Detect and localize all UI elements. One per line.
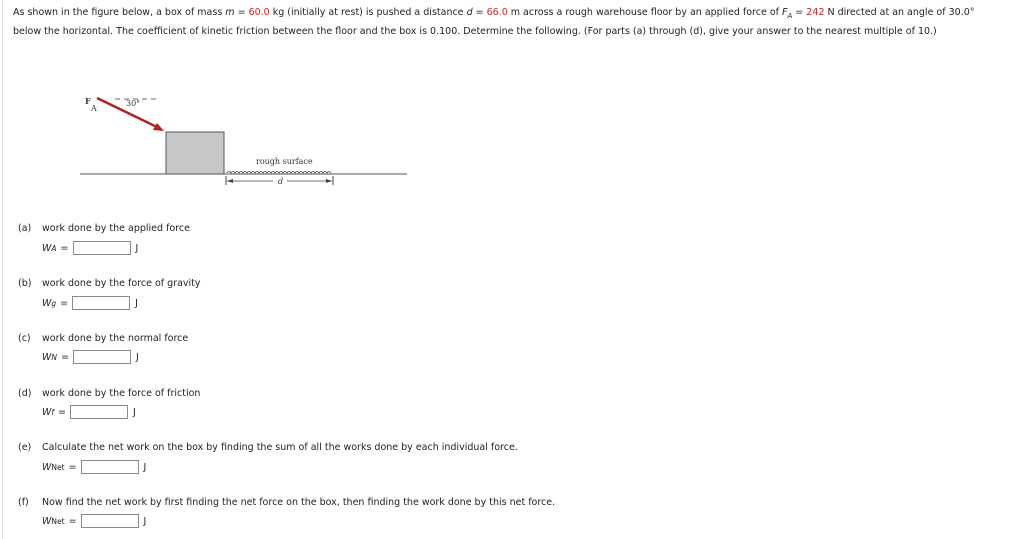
answer-label <box>42 243 57 254</box>
part-letter: (a) <box>18 223 32 234</box>
part-text: Calculate the net work on the box by finding the sum of all the works done by each individual force. <box>42 442 518 453</box>
arrowhead-left-icon <box>227 179 233 183</box>
statement-text: As shown in the figure below, a box of mass <box>13 7 226 18</box>
unit-label: J <box>135 242 139 254</box>
rough-surface-wave <box>227 172 331 174</box>
equals-sign: = <box>234 7 249 18</box>
work-symbol: W <box>42 297 52 309</box>
unit-label: J <box>135 297 138 309</box>
force-symbol: F <box>782 7 788 18</box>
part-letter: (c) <box>18 333 31 344</box>
part-a-prompt <box>18 223 190 234</box>
distance-symbol: d <box>466 7 473 18</box>
answer-label <box>42 407 54 418</box>
box <box>166 132 224 174</box>
part-text: work done by the normal force <box>42 333 189 344</box>
work-subscript: N <box>51 352 58 362</box>
equals-sign: = <box>60 297 69 309</box>
distance-value: 66.0 <box>486 7 508 18</box>
answer-label <box>42 516 65 527</box>
part-letter: (b) <box>18 278 32 289</box>
work-subscript: Net <box>51 462 65 472</box>
work-symbol: W <box>42 515 52 527</box>
work-subscript: g <box>51 298 57 308</box>
work-friction-input[interactable] <box>70 405 128 419</box>
part-text: work done by the force of friction <box>42 388 201 399</box>
force-label-subscript: A <box>91 104 97 113</box>
work-gravity-input[interactable] <box>72 296 130 310</box>
answer-label <box>42 352 57 363</box>
part-a-answer-row <box>42 241 138 255</box>
part-b-prompt <box>18 278 201 289</box>
work-subscript: Net <box>51 516 65 526</box>
part-text: Now find the net work by first finding the net force on the box, then finding the work done by this net force. <box>42 497 556 508</box>
part-e-prompt <box>18 442 518 453</box>
mass-value: 60.0 <box>248 7 270 18</box>
equals-sign: = <box>68 461 77 473</box>
part-f-prompt <box>18 497 555 508</box>
unit-label: J <box>143 515 147 527</box>
page-frame <box>2 0 1023 539</box>
work-applied-input[interactable] <box>73 241 131 255</box>
part-c-prompt <box>18 333 188 344</box>
work-symbol: W <box>42 461 52 473</box>
angle-label: 30° <box>126 99 141 108</box>
part-text: work done by the force of gravity <box>42 278 201 289</box>
net-work-sum-input[interactable] <box>81 460 139 474</box>
part-f-answer-row <box>42 514 146 528</box>
force-subscript: A <box>787 11 793 20</box>
part-d-prompt <box>18 388 200 399</box>
equals-sign: = <box>472 7 487 18</box>
mass-symbol: m <box>225 7 235 18</box>
work-symbol: W <box>42 406 52 418</box>
part-letter: (f) <box>18 497 29 508</box>
part-e-answer-row <box>42 460 146 474</box>
equals-sign: = <box>61 351 69 363</box>
answer-label <box>42 462 65 473</box>
problem-statement <box>13 5 1003 40</box>
figure-diagram <box>75 92 410 192</box>
statement-text: kg (initially at rest) is pushed a distance <box>269 7 467 18</box>
equals-sign: = <box>58 406 67 418</box>
net-work-force-input[interactable] <box>81 514 139 528</box>
answer-label <box>42 298 56 309</box>
unit-label: J <box>143 461 147 473</box>
force-label: F <box>85 96 91 106</box>
part-text: work done by the applied force <box>42 223 190 234</box>
work-symbol: W <box>42 242 52 254</box>
work-subscript: A <box>51 243 57 253</box>
unit-label: J <box>133 406 136 418</box>
distance-label: d <box>278 177 284 186</box>
equals-sign: = <box>792 7 807 18</box>
problem-figure <box>75 92 410 192</box>
surface-label: rough surface <box>256 157 313 166</box>
arrowhead-right-icon <box>326 179 332 183</box>
statement-text: N directed at an angle of 30.0° below the horizontal. The coefficient of kinetic friction between the floor and the box is 0.100. Determine the following. (For parts (a) through (d), give your answer to the nearest multiple of 10.) <box>13 7 975 38</box>
part-b-answer-row <box>42 296 138 310</box>
part-letter: (e) <box>18 442 32 453</box>
force-value: 242 <box>806 7 825 18</box>
equals-sign: = <box>68 515 77 527</box>
work-subscript: f <box>51 407 55 417</box>
part-c-answer-row <box>42 350 139 364</box>
work-symbol: W <box>42 351 52 363</box>
part-letter: (d) <box>18 388 32 399</box>
unit-label: J <box>136 351 139 363</box>
work-normal-input[interactable] <box>73 350 131 364</box>
statement-text: m across a rough warehouse floor by an applied force of <box>507 7 783 18</box>
part-d-answer-row <box>42 405 136 419</box>
equals-sign: = <box>60 242 69 254</box>
